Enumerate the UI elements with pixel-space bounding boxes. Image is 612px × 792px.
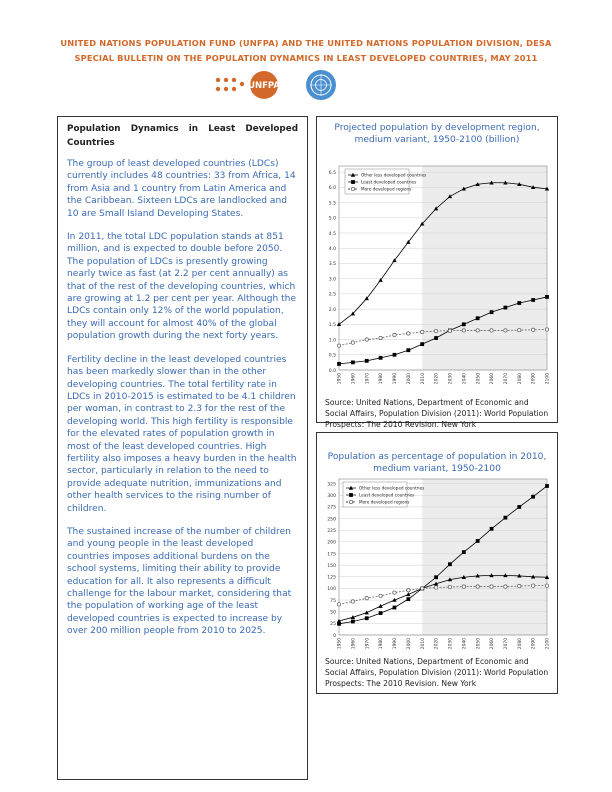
data-point <box>462 585 465 588</box>
data-point <box>476 539 480 543</box>
data-point <box>365 338 368 341</box>
data-point <box>476 329 479 332</box>
chart-panel-percentage <box>316 432 558 694</box>
data-point <box>462 329 465 332</box>
unfpa-figures-icon <box>216 78 244 91</box>
data-point <box>434 329 437 332</box>
legend-label: More developed regions <box>359 499 410 505</box>
data-point <box>421 330 424 333</box>
legend <box>343 482 424 507</box>
y-tick-label: 2.5 <box>328 292 336 298</box>
data-point <box>393 333 396 336</box>
legend-label: Least developed countries <box>359 492 415 498</box>
y-tick-label: 225 <box>327 529 336 535</box>
data-point <box>434 336 438 340</box>
data-point <box>434 586 437 589</box>
data-point <box>337 622 341 626</box>
x-tick-label: 2060 <box>490 638 496 650</box>
x-tick-label: 1960 <box>351 373 357 385</box>
data-point <box>462 550 466 554</box>
x-tick-label: 2000 <box>406 373 412 385</box>
y-tick-label: 175 <box>327 552 336 558</box>
data-point <box>365 610 369 614</box>
y-tick-label: 0.5 <box>328 353 336 359</box>
x-tick-label: 1950 <box>337 373 343 385</box>
legend-marker <box>351 187 354 190</box>
data-point <box>379 611 383 615</box>
x-tick-label: 2040 <box>462 373 468 385</box>
data-point <box>337 362 341 366</box>
y-tick-label: 75 <box>330 598 336 604</box>
data-point <box>421 587 424 590</box>
unfpa-logo-text: UNFPA <box>248 81 280 91</box>
data-point <box>379 594 382 597</box>
data-point <box>490 310 494 314</box>
x-tick-label: 2100 <box>545 638 551 650</box>
x-tick-label: 2000 <box>406 638 412 650</box>
data-point <box>531 495 535 499</box>
y-tick-label: 100 <box>327 587 336 593</box>
bulletin-header-line1: UNITED NATIONS POPULATION FUND (UNFPA) AND THE UNITED NATIONS POPULATION DIVISION, DESA <box>60 38 552 48</box>
y-tick-label: 1.5 <box>328 323 336 329</box>
y-tick-label: 2.0 <box>328 307 336 313</box>
chart-source: Source: United Nations, Department of Economic and Social Affairs, Population Division (2011): World Population Prospects: The 2010 Revision. New York <box>325 398 549 430</box>
x-tick-label: 1990 <box>393 373 399 385</box>
data-point <box>406 597 410 601</box>
legend-marker <box>349 500 352 503</box>
y-tick-label: 125 <box>327 575 336 581</box>
data-point <box>531 584 534 587</box>
paragraph-ldc-group: The group of least developed countries (LDCs) currently includes 48 countries: 33 from Africa, 14 from Asia and 1 country from Latin America and the Caribbean. Sixteen LDCs are landlocked and 10 are Small Island Developing States. <box>67 159 296 219</box>
x-tick-label: 2010 <box>420 638 426 650</box>
data-point <box>379 336 382 339</box>
x-tick-label: 1970 <box>365 638 371 650</box>
population-chart <box>317 160 557 396</box>
legend-label: Other less developed countries <box>361 172 427 178</box>
legend-label: Other less developed countries <box>359 485 425 491</box>
data-point <box>518 328 521 331</box>
y-tick-label: 25 <box>330 622 336 628</box>
y-tick-label: 6.0 <box>328 186 336 192</box>
data-point <box>545 584 548 587</box>
x-tick-label: 2060 <box>490 373 496 385</box>
legend-marker <box>349 493 353 497</box>
data-point <box>365 359 369 363</box>
x-tick-label: 2080 <box>517 373 523 385</box>
y-tick-label: 325 <box>327 482 336 488</box>
y-tick-label: 5.0 <box>328 216 336 222</box>
data-point <box>504 329 507 332</box>
paragraph-population-2011: In 2011, the total LDC population stands at 851 million, and is expected to double before 2050. The population of LDCs is presently growing nearly twice as fast (at 2.2 per cent annually) as that of the rest of the developing countries, which are growing at 1.2 per cent per year. Although the LDCs contain only 12% of the world population, they will account for almost 40% of the global population growth during the next forty years. <box>67 232 297 342</box>
data-point <box>490 585 493 588</box>
y-tick-label: 6.5 <box>328 170 336 176</box>
data-point <box>407 332 410 335</box>
data-point <box>545 328 548 331</box>
data-point <box>365 597 368 600</box>
data-point <box>545 484 549 488</box>
data-point <box>406 348 410 352</box>
x-tick-label: 2020 <box>434 638 440 650</box>
x-tick-label: 2070 <box>504 638 509 650</box>
y-tick-label: 300 <box>327 494 336 500</box>
data-point <box>337 344 340 347</box>
bulletin-header-line2: SPECIAL BULLETIN ON THE POPULATION DYNAMICS IN LEAST DEVELOPED COUNTRIES, MAY 2011 <box>74 53 538 63</box>
legend-marker <box>351 180 355 184</box>
data-point <box>476 585 479 588</box>
x-tick-label: 1960 <box>351 638 357 650</box>
data-point <box>517 505 521 509</box>
data-point <box>490 527 494 531</box>
legend-label: Least developed countries <box>361 179 417 185</box>
x-tick-label: 2100 <box>545 373 551 385</box>
x-tick-label: 2040 <box>462 638 468 650</box>
x-tick-label: 2030 <box>448 373 454 385</box>
data-point <box>448 562 452 566</box>
data-point <box>462 322 466 326</box>
y-tick-label: 150 <box>327 563 336 569</box>
x-tick-label: 1980 <box>379 373 385 385</box>
data-point <box>448 585 451 588</box>
y-tick-label: 275 <box>327 505 336 511</box>
data-point <box>420 342 424 346</box>
data-point <box>407 589 410 592</box>
data-point <box>351 620 355 624</box>
data-point <box>545 295 549 299</box>
x-tick-label: 2080 <box>517 638 523 650</box>
y-tick-label: 4.5 <box>328 231 336 237</box>
x-tick-label: 1970 <box>365 373 371 385</box>
data-point <box>365 616 369 620</box>
y-tick-label: 3.0 <box>328 277 336 283</box>
y-tick-label: 200 <box>327 540 336 546</box>
x-tick-label: 2010 <box>420 373 426 385</box>
x-tick-label: 2090 <box>531 373 537 385</box>
data-point <box>337 603 340 606</box>
un-emblem-icon <box>306 70 336 100</box>
x-tick-label: 2050 <box>476 373 482 385</box>
data-point <box>504 306 508 310</box>
y-tick-label: 3.5 <box>328 262 336 268</box>
x-tick-label: 2030 <box>448 638 454 650</box>
data-point <box>504 585 507 588</box>
data-point <box>531 328 534 331</box>
y-tick-label: 0.0 <box>328 368 336 374</box>
x-tick-label: 2020 <box>434 373 440 385</box>
x-tick-label: 1980 <box>379 638 385 650</box>
y-tick-label: 0 <box>333 633 336 639</box>
data-point <box>393 353 397 357</box>
data-point <box>476 316 480 320</box>
data-point <box>434 575 438 579</box>
x-tick-label: 1990 <box>393 638 399 650</box>
data-point <box>531 298 535 302</box>
chart-title: Projected population by development region, medium variant, 1950-2100 (billion) <box>334 123 540 146</box>
y-tick-label: 1.0 <box>328 338 336 344</box>
y-tick-label: 4.0 <box>328 247 336 253</box>
data-point <box>393 606 397 610</box>
legend <box>345 169 426 194</box>
data-point <box>351 360 355 364</box>
paragraph-fertility: Fertility decline in the least developed countries has been markedly slower than in the other developing countries. The total fertility rate in LDCs in 2010-2015 is estimated to be 4.1 children per woman, in contrast to 2.3 for the rest of the developing world. This high fertility is responsible for the elevated rates of population growth in most of the least developed countries. High fertility also imposes a heavy burden in the health sector, particularly in relation to the need to provide adequate nutrition, immunizations and other health services to the rising number of children. <box>67 354 297 514</box>
data-point <box>517 301 521 305</box>
data-point <box>393 591 396 594</box>
data-point <box>351 341 354 344</box>
y-tick-label: 5.5 <box>328 201 336 207</box>
chart-panel-population <box>316 116 558 430</box>
y-tick-label: 250 <box>327 517 336 523</box>
ldc-text-panel <box>57 116 308 780</box>
unfpa-logo <box>216 71 281 99</box>
chart-source: Source: United Nations, Department of Economic and Social Affairs, Population Division (2011): World Population Prospects: The 2010 Revision. New York <box>325 657 549 689</box>
x-tick-label: 2070 <box>504 373 509 385</box>
data-point <box>351 600 354 603</box>
x-tick-label: 2090 <box>531 638 537 650</box>
data-point <box>490 329 493 332</box>
percentage-chart <box>317 477 557 657</box>
data-point <box>518 584 521 587</box>
chart-title: Population as percentage of population in 2010, medium variant, 1950-2100 <box>327 452 547 475</box>
legend-label: More developed regions <box>361 186 412 192</box>
panel-heading: Population Dynamics in Least Developed Countries <box>67 124 298 148</box>
logos <box>212 68 402 102</box>
x-tick-label: 2050 <box>476 638 482 650</box>
data-point <box>448 329 451 332</box>
data-point <box>504 516 508 520</box>
paragraph-education: The sustained increase of the number of children and young people in the least developed countries imposes additional burdens on the school systems, limiting their ability to provide education for all. It also represents a difficult challenge for the labour market, considering that the population of working age of the least developed countries is expected to increase by over 200 million people from 2010 to 2025. <box>67 526 292 637</box>
y-tick-label: 50 <box>330 610 336 616</box>
x-tick-label: 1950 <box>337 638 343 650</box>
data-point <box>379 356 383 360</box>
